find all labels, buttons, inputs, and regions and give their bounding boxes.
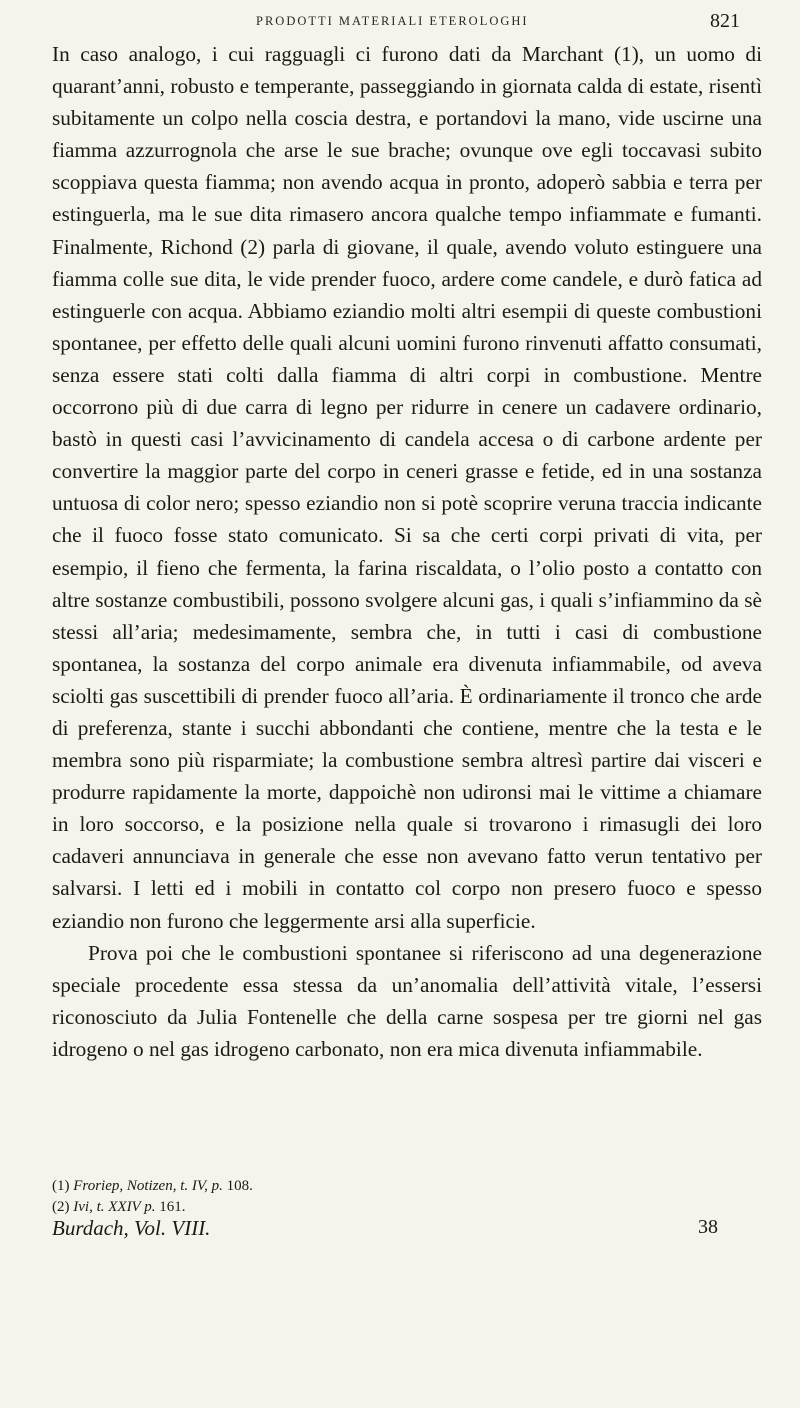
footnote — [52, 1176, 752, 1197]
footnote-source: Ivi, t. XXIV p. — [73, 1199, 156, 1215]
printer-signature: Burdach, Vol. VIII. — [52, 1216, 211, 1240]
footnote-page: 108. — [226, 1178, 253, 1194]
footnotes — [52, 1176, 752, 1218]
running-head — [0, 10, 800, 36]
page-number: 821 — [710, 10, 740, 32]
footnote — [52, 1197, 752, 1218]
sheet-number: 38 — [698, 1216, 718, 1238]
running-title: PRODOTTI MATERIALI ETEROLOGHI — [256, 14, 529, 28]
paragraph: In caso analogo, i cui ragguagli ci furono dati da Marchant (1), un uomo di quarant’anni, robusto e temperante, passeggiando in giornata calda di estate, risentì subitamente un colpo nella coscia destra, e portandovi la mano, vide uscirne una fiamma azzurrognola che arse le sue brache; ovunque ove egli toccavasi subito scoppiava questa fiamma; non avendo acqua in pronto, adoperò sabbia e terra per estinguerla, ma le sue dita rimasero ancora qualche tempo infiammate e fumanti. Finalmente, Richond (2) parla di giovane, il quale, avendo voluto estinguere una fiamma colle sue dita, le vide prender fuoco, ardere come candele, e durò fatica ad estinguerle con acqua. Abbiamo eziandio molti altri esempii di queste combustioni spontanee, per effetto delle quali alcuni uomini furono rinvenuti affatto consumati, senza essere stati colti dalla fiamma di altri corpi in combustione. Mentre occorrono più di due carra di legno per ridurre in cenere un cadavere ordinario, bastò in questi casi l’avvicinamento di candela accesa o di carbone ardente per convertire la maggior parte del corpo in ceneri grasse e fetide, ed in una sostanza untuosa di color nero; spesso eziandio non si potè scoprire veruna traccia indicante che il fuoco fosse stato comunicato. Si sa che certi corpi privati di vita, per esempio, il fieno che fermenta, la farina riscaldata, o l’olio posto a contatto con altre sostanze combustibili, possono svolgere alcuni gas, i quali s’infiammino da sè stessi all’aria; medesimamente, sembra che, in tutti i casi di combustione spontanea, la sostanza del corpo animale era divenuta infiammabile, od aveva sciolti gas suscettibili di prender fuoco all’aria. È ordinariamente il tronco che arde di preferenza, stante i succhi abbondanti che contiene, mentre che la testa e le membra sono più risparmiate; la combustione sembra altresì partire dai visceri e produrre rapidamente la morte, dappoichè non udironsi mai le vittime a chiamare in loro soccorso, e la posizione nella quale si trovarono i rimasugli dei loro cadaveri annunciava in generale che esse non avevano fatto verun tentativo per salvarsi. I letti ed i mobili in contatto col corpo non presero fuoco e spesso eziandio non furono che leggermente arsi alla superficie. — [52, 42, 762, 933]
footnote-mark: (1) — [52, 1178, 70, 1194]
paragraph: Prova poi che le combustioni spontanee si riferiscono ad una degenerazione speciale procedente essa stessa da un’anomalia dell’attività vitale, l’essersi riconosciuto da Julia Fontenelle che della carne sospesa per tre giorni nel gas idrogeno o nel gas idrogeno carbonato, non era mica divenuta infiammabile. — [52, 940, 762, 1061]
footnote-mark: (2) — [52, 1199, 70, 1215]
footnote-page: 161. — [159, 1199, 186, 1215]
signature-line — [52, 1216, 718, 1246]
footnote-source: Froriep, Notizen, t. IV, p. — [73, 1178, 223, 1194]
body-text — [52, 38, 762, 1065]
